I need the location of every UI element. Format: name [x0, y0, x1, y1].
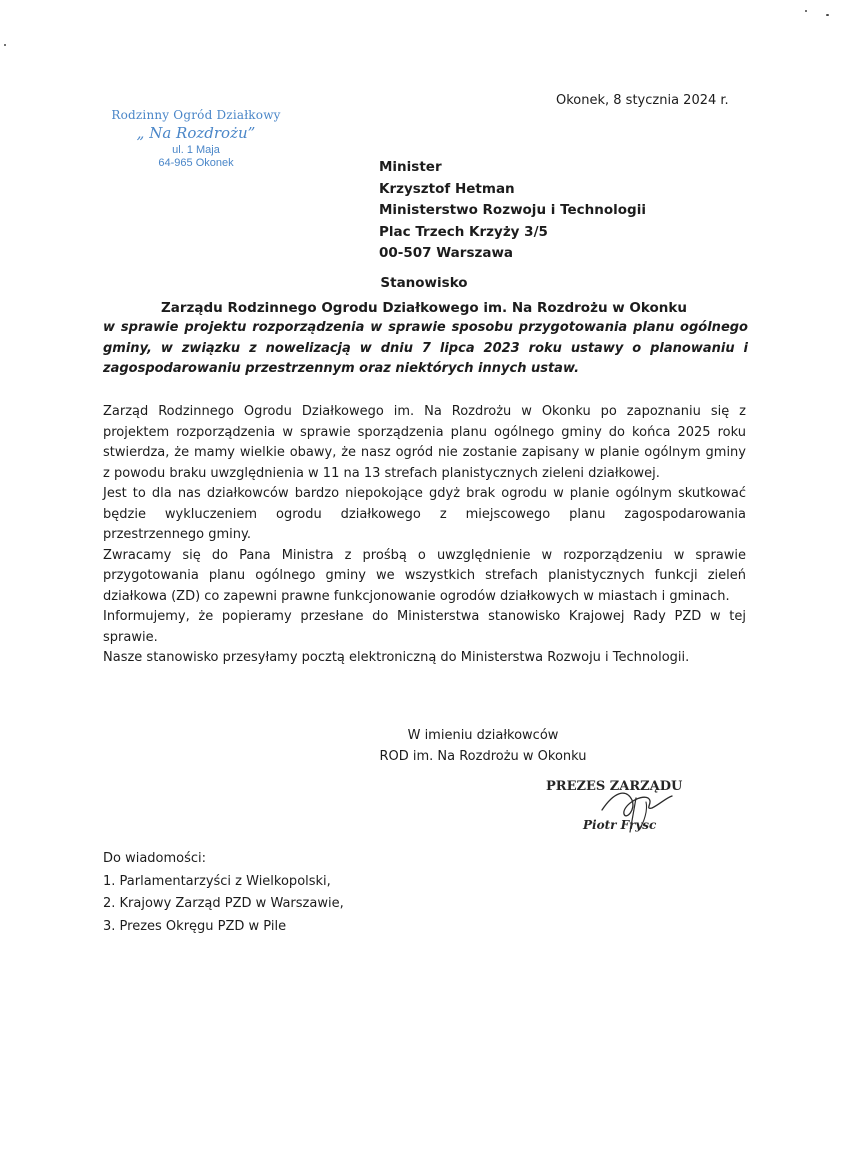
recipient-address — [379, 157, 646, 265]
handwritten-signature — [596, 780, 676, 840]
recipient-line: Minister — [379, 159, 442, 175]
cc-block — [103, 848, 344, 938]
closing-block — [366, 725, 600, 767]
closing-line: ROD im. Na Rozdrożu w Okonku — [379, 749, 587, 764]
scan-speck — [4, 44, 6, 46]
signature-stamp-name: Piotr Frysc — [583, 818, 657, 832]
recipient-line: Ministerstwo Rozwoju i Technologii — [379, 202, 646, 218]
recipient-line: Plac Trzech Krzyży 3/5 — [379, 223, 548, 240]
document-subtitle: Zarządu Rodzinnego Ogrodu Działkowego im. Na Rozdrożu w Okonku — [160, 300, 687, 316]
document-subject: w sprawie projektu rozporządzenia w sprawie sposobu przygotowania planu ogólnego gminy, w związku z nowelizacją w dniu 7 lipca 2023 roku ustawy o planowaniu i zagospodarowaniu przestrzennym oraz niektórych innych ustaw. — [103, 320, 748, 376]
body-paragraph: Jest to dla nas działkowców bardzo niepokojące gdyż brak ogrodu w planie ogólnym skutkować będzie wykluczeniem ogrodu działkowego z miejscowego planu zagospodarowania przestrzennego gminy. — [103, 486, 746, 542]
recipient-line: Krzysztof Hetman — [379, 180, 515, 197]
stamp-street: ul. 1 Maja — [172, 144, 220, 156]
body-paragraph: Zwracamy się do Pana Ministra z prośbą o uwzględnienie w rozporządzeniu w sprawie przygotowania planu ogólnego gminy we wszystkich strefach planistycznych funkcji zieleń działkowa (ZD) co zapewni prawne funkcjonowanie ogrodów działkowych w miastach i gminach. — [103, 547, 746, 604]
letter-body — [103, 402, 746, 669]
organization-stamp — [96, 108, 296, 170]
body-paragraph: Zarząd Rodzinnego Ogrodu Działkowego im. Na Rozdrożu w Okonku po zapoznaniu się z projektem rozporządzenia w sprawie sporządzenia planu ogólnego gminy do końca 2025 roku stwierdza, że mamy wielkie obawy, że nasz ogród nie zostanie zapisany w planie ogólnym gminy z powodu braku uwzględnienia w 11 na 13 strefach planistycznych zieleni działkowej. — [103, 404, 746, 481]
stamp-organization-name: Rodzinny Ogród Działkowy — [111, 108, 281, 122]
cc-heading: Do wiadomości: — [103, 851, 207, 866]
body-paragraph: Informujemy, że popieramy przesłane do Ministerstwa stanowisko Krajowej Rady PZD w tej sprawie. — [103, 609, 746, 645]
cc-list-item: 1. Parlamentarzyści z Wielkopolski, — [103, 873, 331, 889]
recipient-line: 00-507 Warszawa — [379, 245, 514, 261]
cc-list-item: 2. Krajowy Zarząd PZD w Warszawie, — [103, 896, 344, 911]
letter-date: Okonek, 8 stycznia 2024 r. — [556, 93, 729, 108]
scan-speck — [805, 10, 807, 12]
document-title: Stanowisko — [380, 275, 468, 291]
stamp-garden-name: „ Na Rozdrożu” — [136, 124, 256, 142]
closing-line: W imieniu działkowców — [407, 728, 559, 743]
stamp-postal-city: 64-965 Okonek — [158, 157, 234, 169]
cc-list — [103, 871, 344, 939]
signature-stamp-title: PREZES ZARZĄDU — [546, 779, 683, 794]
scan-speck — [826, 14, 829, 16]
body-paragraph: Nasze stanowisko przesyłamy pocztą elektroniczną do Ministerstwa Rozwoju i Technologii. — [103, 650, 690, 665]
cc-list-item: 3. Prezes Okręgu PZD w Pile — [103, 918, 287, 934]
